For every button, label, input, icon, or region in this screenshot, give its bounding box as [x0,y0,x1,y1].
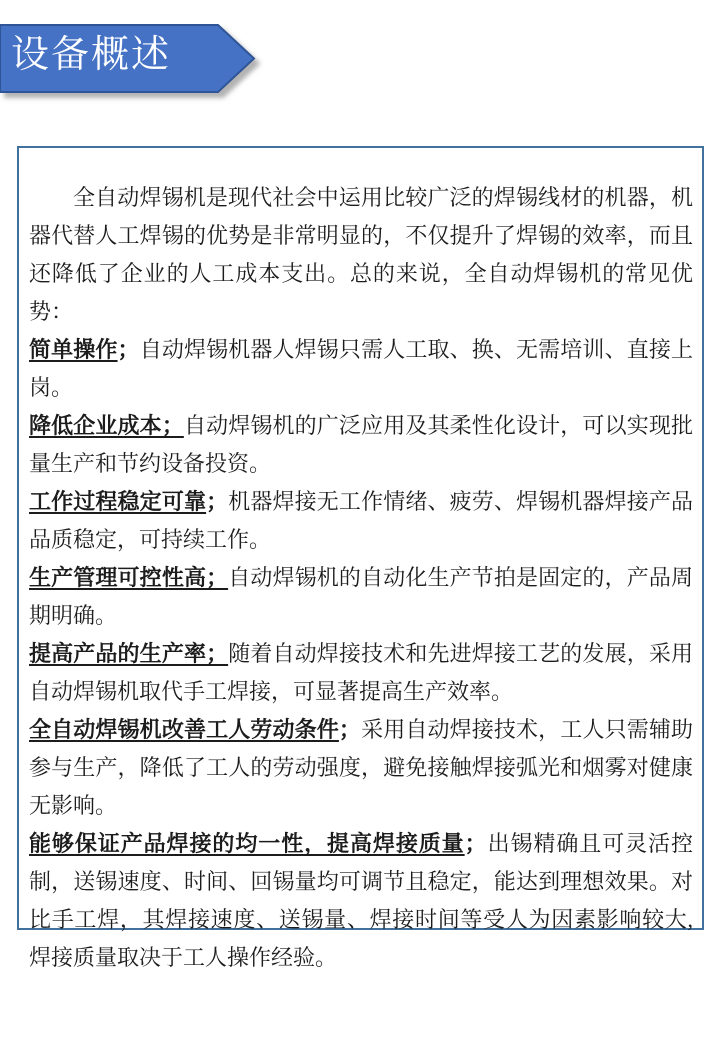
section-banner [0,0,270,110]
paragraph-body: 自动焊锡机的广泛应用及其柔性化设计，可以实现批量生产和节约设备投资。 [29,413,693,476]
paragraph-better-working-conditions: 全自动焊锡机改善工人劳动条件；采用自动焊接技术，工人只需辅助参与生产，降低了工人的劳动强度，避免接触焊接弧光和烟雾对健康无影响。 [29,717,693,818]
paragraph-heading: 能够保证产品焊接的均一性，提高焊接质量 [29,831,465,856]
paragraph-body: 全自动焊锡机是现代社会中运用比较广泛的焊锡线材的机器，机器代替人工焊锡的优势是非常明显的，不仅提升了焊锡的效率，而且还降低了企业的人工成本支出。总的来说，全自动焊锡机的常见优势： [29,185,693,324]
banner-title: 设备概述 [11,34,172,76]
paragraph-heading: 简单操作 [29,337,118,362]
paragraph-stable-process: 工作过程稳定可靠；机器焊接无工作情绪、疲劳、焊锡机器焊接产品品质稳定，可持续工作。 [29,489,693,552]
paragraph-body: 采用自动焊接技术，工人只需辅助参与生产，降低了工人的劳动强度，避免接触焊接弧光和烟雾对健康无影响。 [29,717,693,818]
paragraph-intro [29,179,693,331]
paragraph-body: 随着自动焊接技术和先进焊接工艺的发展，采用自动焊锡机取代手工焊接，可显著提高生产效率。 [29,641,693,704]
paragraph-welding-uniformity: 能够保证产品焊接的均一性，提高焊接质量；出锡精确且可灵活控制，送锡速度、时间、回锡量均可调节且稳定，能达到理想效果。对比手工焊，其焊接速度、送锡量、焊接时间等受人为因素影响较大,焊接质量取决于工人操作经验。 [29,831,693,970]
paragraph-heading: 生产管理可控性高； [29,565,229,590]
paragraph-body: 机器焊接无工作情绪、疲劳、焊锡机器焊接产品品质稳定，可持续工作。 [29,489,693,552]
paragraph-heading: 提高产品的生产率； [29,641,229,666]
paragraph-heading: 全自动焊锡机改善工人劳动条件 [29,717,339,742]
paragraph-body: 出锡精确且可灵活控制，送锡速度、时间、回锡量均可调节且稳定，能达到理想效果。对比手工焊，其焊接速度、送锡量、焊接时间等受人为因素影响较大,焊接质量取决于工人操作经验。 [29,831,693,970]
content-box [17,146,704,970]
paragraph-controllable-management [29,559,693,635]
paragraph-easy-operation: 简单操作；自动焊锡机器人焊锡只需人工取、换、无需培训、直接上岗。 [29,337,693,400]
paragraph-higher-productivity [29,635,693,711]
paragraph-heading: 降低企业成本； [29,413,184,438]
paragraph-heading: 工作过程稳定可靠 [29,489,207,514]
paragraph-lower-cost [29,407,693,483]
paragraph-body: 自动焊锡机器人焊锡只需人工取、换、无需培训、直接上岗。 [29,337,693,400]
paragraph-body: 自动焊锡机的自动化生产节拍是固定的，产品周期明确。 [29,565,693,628]
